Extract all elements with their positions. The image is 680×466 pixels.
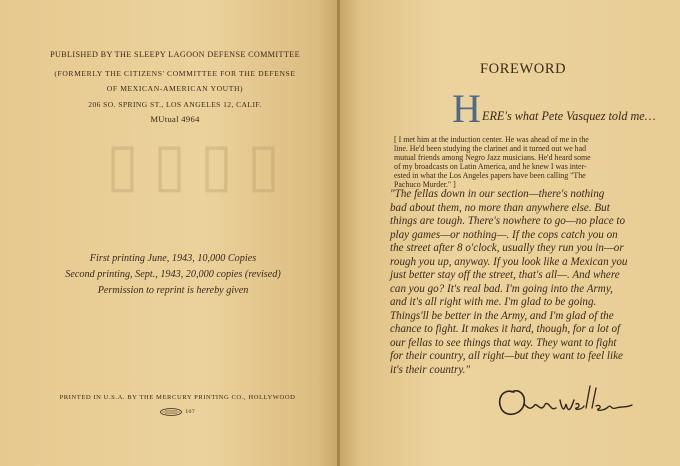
bracketed-aside: [394, 136, 662, 189]
publisher-address: 206 SO. SPRING ST., LOS ANGELES 12, CALIF.: [88, 100, 262, 109]
union-label: [160, 408, 195, 416]
quote-line: things are tough. There's nowhere to go—no place to: [390, 215, 626, 227]
opening-line: [452, 86, 656, 131]
publisher-phone: MUtual 4964: [150, 114, 200, 124]
quote-line: our fellas to see things that way. They want to fight: [390, 336, 617, 349]
aside-line: Pachuco Murder." ]: [394, 179, 456, 189]
drop-cap: H: [452, 86, 481, 131]
publisher-block: [40, 50, 310, 124]
formerly-line-1: (FORMERLY THE CITIZENS' COMMITTEE FOR THE DEFENSE: [54, 69, 296, 78]
aside-line: mutual friends among Negro Jazz musicians. He'd heard some: [394, 152, 591, 162]
aside-line: of my broadcasts on Latin America, and he knew I was inter-: [394, 161, 587, 171]
printing-history: [48, 251, 298, 299]
publisher-line: PUBLISHED BY THE SLEEPY LAGOON DEFENSE COMMITTEE: [50, 50, 300, 59]
formerly-line-2: OF MEXICAN-AMERICAN YOUTH): [106, 84, 244, 93]
union-label-number: 107: [185, 409, 195, 415]
aside-line: ested in what the Los Angeles papers have been calling "The: [394, 170, 586, 180]
quote-line: rough you up, anyway. If you look like a Mexican you: [390, 255, 628, 268]
opening-text: ERE's what Pete Vasquez told me…: [482, 109, 656, 123]
quote-block: [390, 188, 666, 377]
aside-line: [ I met him at the induction center. He was ahead of me in the: [394, 135, 589, 144]
aside-line: line. He'd been studying the clarinet and it turned out we had: [394, 143, 587, 153]
printing-line-2: Second printing, Sept., 1943, 20,000 copies (revised): [65, 269, 281, 280]
bleed-through-decoration: ▯▯▯▯: [91, 132, 280, 198]
printing-line-1: First printing June, 1943, 10,000 Copies: [89, 253, 257, 264]
printer-block: [40, 394, 315, 420]
signature: [492, 378, 642, 428]
quote-line: and it's all right with me. I'm glad to be going.: [390, 296, 597, 308]
quote-line: bad about them, no more than anywhere else. But: [390, 201, 610, 214]
foreword-heading: FOREWORD: [480, 61, 567, 77]
quote-line: it's their country.": [390, 363, 471, 376]
quote-line: "The fellas down in our section—there's nothing: [390, 188, 605, 200]
union-bug-icon: [160, 408, 182, 416]
quote-line: play games—or nothing—. If the cops catch you on: [390, 228, 618, 241]
quote-line: for their country, all right—but they want to feel like: [390, 350, 623, 362]
permission-line: Permission to reprint is hereby given: [97, 285, 249, 296]
quote-line: the street after 8 o'clock, usually they run you in—or: [390, 242, 624, 254]
quote-line: can you go? It's real bad. I'm going into the Army,: [390, 282, 613, 295]
printer-line: PRINTED IN U.S.A. BY THE MERCURY PRINTING CO., HOLLYWOOD: [59, 394, 296, 401]
quote-line: chance to fight. It makes it hard, though, for a lot of: [390, 323, 621, 335]
quote-line: just better stay off the street, that's all—. And where: [390, 269, 620, 281]
quote-line: Things'll be better in the Army, and I'm glad of the: [390, 309, 614, 322]
